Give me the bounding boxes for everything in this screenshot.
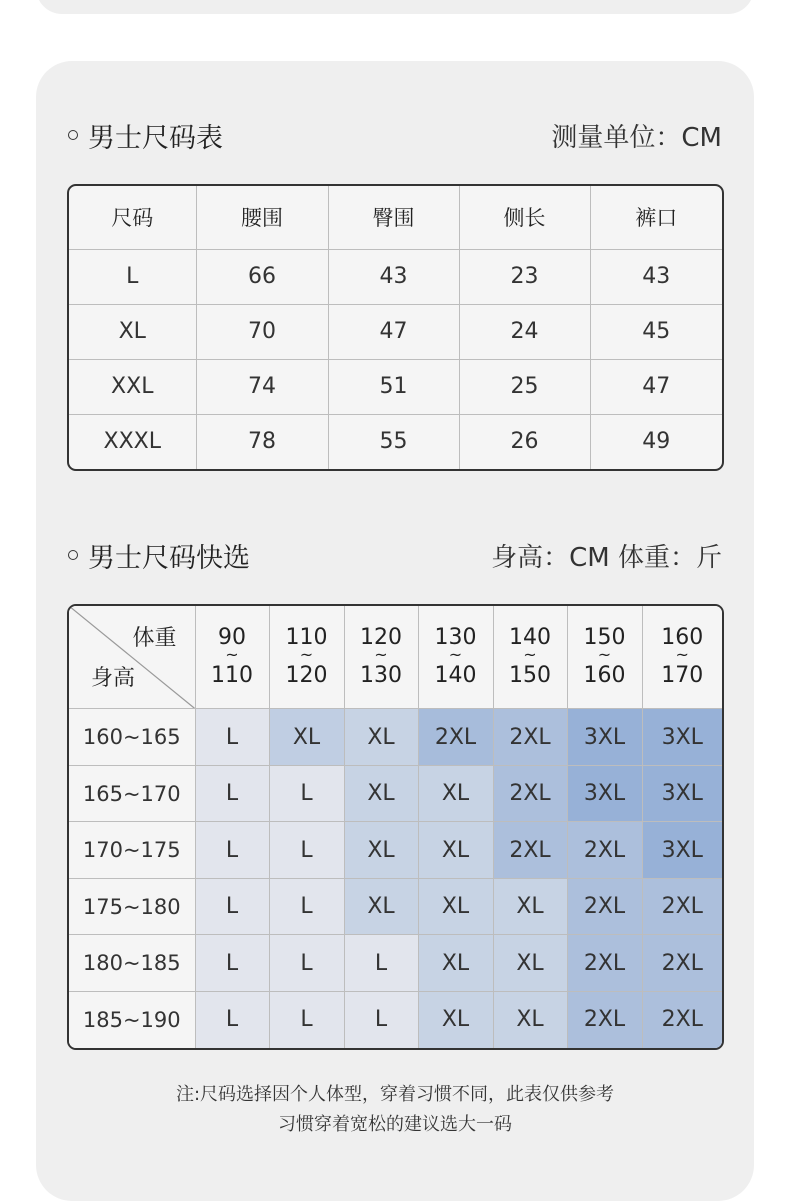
quick-pick-row bbox=[69, 991, 722, 1048]
measurement-cell: 70 bbox=[196, 304, 328, 359]
header-cell: 裤口 bbox=[590, 186, 722, 249]
recommended-size-cell: 2XL bbox=[642, 991, 722, 1048]
recommended-size-cell: XL bbox=[344, 878, 418, 935]
height-range-cell: 185~190 bbox=[69, 991, 195, 1048]
measurement-cell: 26 bbox=[459, 414, 590, 469]
weight-range-end: 110 bbox=[211, 663, 253, 689]
weight-range-start: 110 bbox=[285, 625, 328, 651]
recommended-size-cell: L bbox=[344, 991, 418, 1048]
quick-pick-row bbox=[69, 765, 722, 822]
weight-range-cell bbox=[195, 606, 269, 709]
recommended-size-cell: 2XL bbox=[642, 935, 722, 992]
measurement-cell: 43 bbox=[590, 249, 722, 304]
recommended-size-cell: 2XL bbox=[493, 709, 567, 766]
weight-range-end: 120 bbox=[285, 663, 328, 689]
size-chart-title bbox=[68, 116, 223, 155]
weight-range-start: 90 bbox=[218, 625, 246, 651]
weight-range-end: 130 bbox=[360, 663, 402, 689]
measurement-cell: 47 bbox=[328, 304, 459, 359]
range-separator: ~ bbox=[374, 645, 388, 665]
recommended-size-cell: L bbox=[195, 765, 269, 822]
weight-range-start: 130 bbox=[434, 625, 477, 651]
weight-range-start: 140 bbox=[509, 625, 551, 651]
quick-pick-unit: 身高：CM 体重：斤 bbox=[491, 542, 722, 573]
corner-cell bbox=[69, 606, 195, 709]
recommended-size-cell: XL bbox=[418, 822, 493, 879]
range-separator: ~ bbox=[225, 645, 239, 665]
weight-range-end: 140 bbox=[434, 663, 477, 689]
range-separator: ~ bbox=[675, 645, 689, 665]
measurement-cell: 23 bbox=[459, 249, 590, 304]
measurement-cell: 55 bbox=[328, 414, 459, 469]
recommended-size-cell: 3XL bbox=[642, 822, 722, 879]
header-cell: 侧长 bbox=[459, 186, 590, 249]
weight-range-cell bbox=[418, 606, 493, 709]
measurement-cell: 43 bbox=[328, 249, 459, 304]
recommended-size-cell: XL bbox=[493, 935, 567, 992]
recommended-size-cell: L bbox=[269, 878, 344, 935]
recommended-size-cell: L bbox=[269, 991, 344, 1048]
measurement-cell: 45 bbox=[590, 304, 722, 359]
measurement-cell: 47 bbox=[590, 359, 722, 414]
recommended-size-cell: L bbox=[269, 935, 344, 992]
recommended-size-cell: L bbox=[269, 822, 344, 879]
recommended-size-cell: XL bbox=[344, 709, 418, 766]
header-cell: 腰围 bbox=[196, 186, 328, 249]
size-chart-row bbox=[69, 249, 722, 304]
recommended-size-cell: XL bbox=[493, 878, 567, 935]
note-line-2: 习惯穿着宽松的建议选大一码 bbox=[278, 1114, 512, 1135]
size-chart-unit: 测量单位：CM bbox=[551, 122, 722, 153]
height-range-cell: 175~180 bbox=[69, 878, 195, 935]
size-label-cell: L bbox=[69, 249, 196, 304]
measurement-cell: 51 bbox=[328, 359, 459, 414]
range-separator: ~ bbox=[523, 645, 537, 665]
size-label-cell: XL bbox=[69, 304, 196, 359]
measurement-cell: 66 bbox=[196, 249, 328, 304]
measurement-cell: 78 bbox=[196, 414, 328, 469]
size-chart-header bbox=[68, 115, 722, 155]
previous-card bbox=[36, 0, 754, 14]
measurement-cell: 49 bbox=[590, 414, 722, 469]
size-label-cell: XXL bbox=[69, 359, 196, 414]
size-chart-header-row bbox=[69, 186, 722, 249]
circle-bullet-icon bbox=[68, 550, 78, 560]
recommended-size-cell: 2XL bbox=[642, 878, 722, 935]
height-range-cell: 165~170 bbox=[69, 765, 195, 822]
recommended-size-cell: XL bbox=[418, 765, 493, 822]
recommended-size-cell: XL bbox=[344, 765, 418, 822]
recommended-size-cell: XL bbox=[418, 991, 493, 1048]
height-range-cell: 170~175 bbox=[69, 822, 195, 879]
recommended-size-cell: 3XL bbox=[567, 765, 642, 822]
recommended-size-cell: L bbox=[269, 765, 344, 822]
height-range-cell: 180~185 bbox=[69, 935, 195, 992]
recommended-size-cell: 2XL bbox=[493, 822, 567, 879]
quick-pick-row bbox=[69, 935, 722, 992]
recommended-size-cell: XL bbox=[344, 822, 418, 879]
measurement-cell: 74 bbox=[196, 359, 328, 414]
corner-height-label: 身高 bbox=[91, 666, 136, 692]
quick-pick-title-text: 男士尺码快选 bbox=[88, 542, 250, 574]
size-label-cell: XXXL bbox=[69, 414, 196, 469]
range-separator: ~ bbox=[597, 645, 612, 665]
weight-range-end: 160 bbox=[583, 663, 626, 689]
quick-pick-row bbox=[69, 822, 722, 879]
weight-range-start: 150 bbox=[583, 625, 626, 651]
corner-weight-label: 体重 bbox=[132, 626, 177, 651]
circle-bullet-icon bbox=[68, 130, 78, 140]
note-line-1: 注:尺码选择因个人体型，穿着习惯不同，此表仅供参考 bbox=[175, 1084, 615, 1105]
weight-range-start: 160 bbox=[661, 625, 704, 651]
recommended-size-cell: 2XL bbox=[493, 765, 567, 822]
weight-range-cell bbox=[344, 606, 418, 709]
weight-range-end: 150 bbox=[509, 663, 551, 689]
header-cell: 臀围 bbox=[328, 186, 459, 249]
weight-range-cell bbox=[642, 606, 722, 709]
weight-range-cell bbox=[269, 606, 344, 709]
quick-pick-title bbox=[68, 536, 250, 575]
recommended-size-cell: XL bbox=[418, 878, 493, 935]
diagonal-line-icon bbox=[69, 606, 195, 708]
range-separator: ~ bbox=[448, 645, 463, 665]
recommended-size-cell: 2XL bbox=[567, 935, 642, 992]
recommended-size-cell: L bbox=[195, 991, 269, 1048]
quick-pick-table bbox=[67, 604, 724, 1050]
weight-range-cell bbox=[567, 606, 642, 709]
recommended-size-cell: 2XL bbox=[567, 991, 642, 1048]
recommended-size-cell: 3XL bbox=[567, 709, 642, 766]
weight-range-cell bbox=[493, 606, 567, 709]
recommended-size-cell: 2XL bbox=[567, 878, 642, 935]
recommended-size-cell: L bbox=[195, 822, 269, 879]
header-cell: 尺码 bbox=[69, 186, 196, 249]
measurement-cell: 24 bbox=[459, 304, 590, 359]
quick-pick-row bbox=[69, 878, 722, 935]
measurement-cell: 25 bbox=[459, 359, 590, 414]
recommended-size-cell: 3XL bbox=[642, 709, 722, 766]
size-note bbox=[36, 1080, 754, 1140]
quick-pick-header-row bbox=[69, 606, 722, 709]
weight-range-end: 170 bbox=[661, 663, 704, 689]
recommended-size-cell: 2XL bbox=[418, 709, 493, 766]
size-chart-row bbox=[69, 304, 722, 359]
recommended-size-cell: 2XL bbox=[567, 822, 642, 879]
recommended-size-cell: L bbox=[195, 935, 269, 992]
recommended-size-cell: XL bbox=[269, 709, 344, 766]
range-separator: ~ bbox=[299, 645, 314, 665]
size-chart-row bbox=[69, 414, 722, 469]
recommended-size-cell: XL bbox=[493, 991, 567, 1048]
size-chart-row bbox=[69, 359, 722, 414]
height-range-cell: 160~165 bbox=[69, 709, 195, 766]
recommended-size-cell: XL bbox=[418, 935, 493, 992]
recommended-size-cell: L bbox=[195, 709, 269, 766]
weight-range-start: 120 bbox=[360, 625, 402, 651]
recommended-size-cell: L bbox=[344, 935, 418, 992]
quick-pick-header bbox=[68, 535, 722, 575]
size-chart-table bbox=[67, 184, 724, 471]
recommended-size-cell: L bbox=[195, 878, 269, 935]
size-chart-title-text: 男士尺码表 bbox=[88, 122, 223, 154]
recommended-size-cell: 3XL bbox=[642, 765, 722, 822]
quick-pick-row bbox=[69, 709, 722, 766]
